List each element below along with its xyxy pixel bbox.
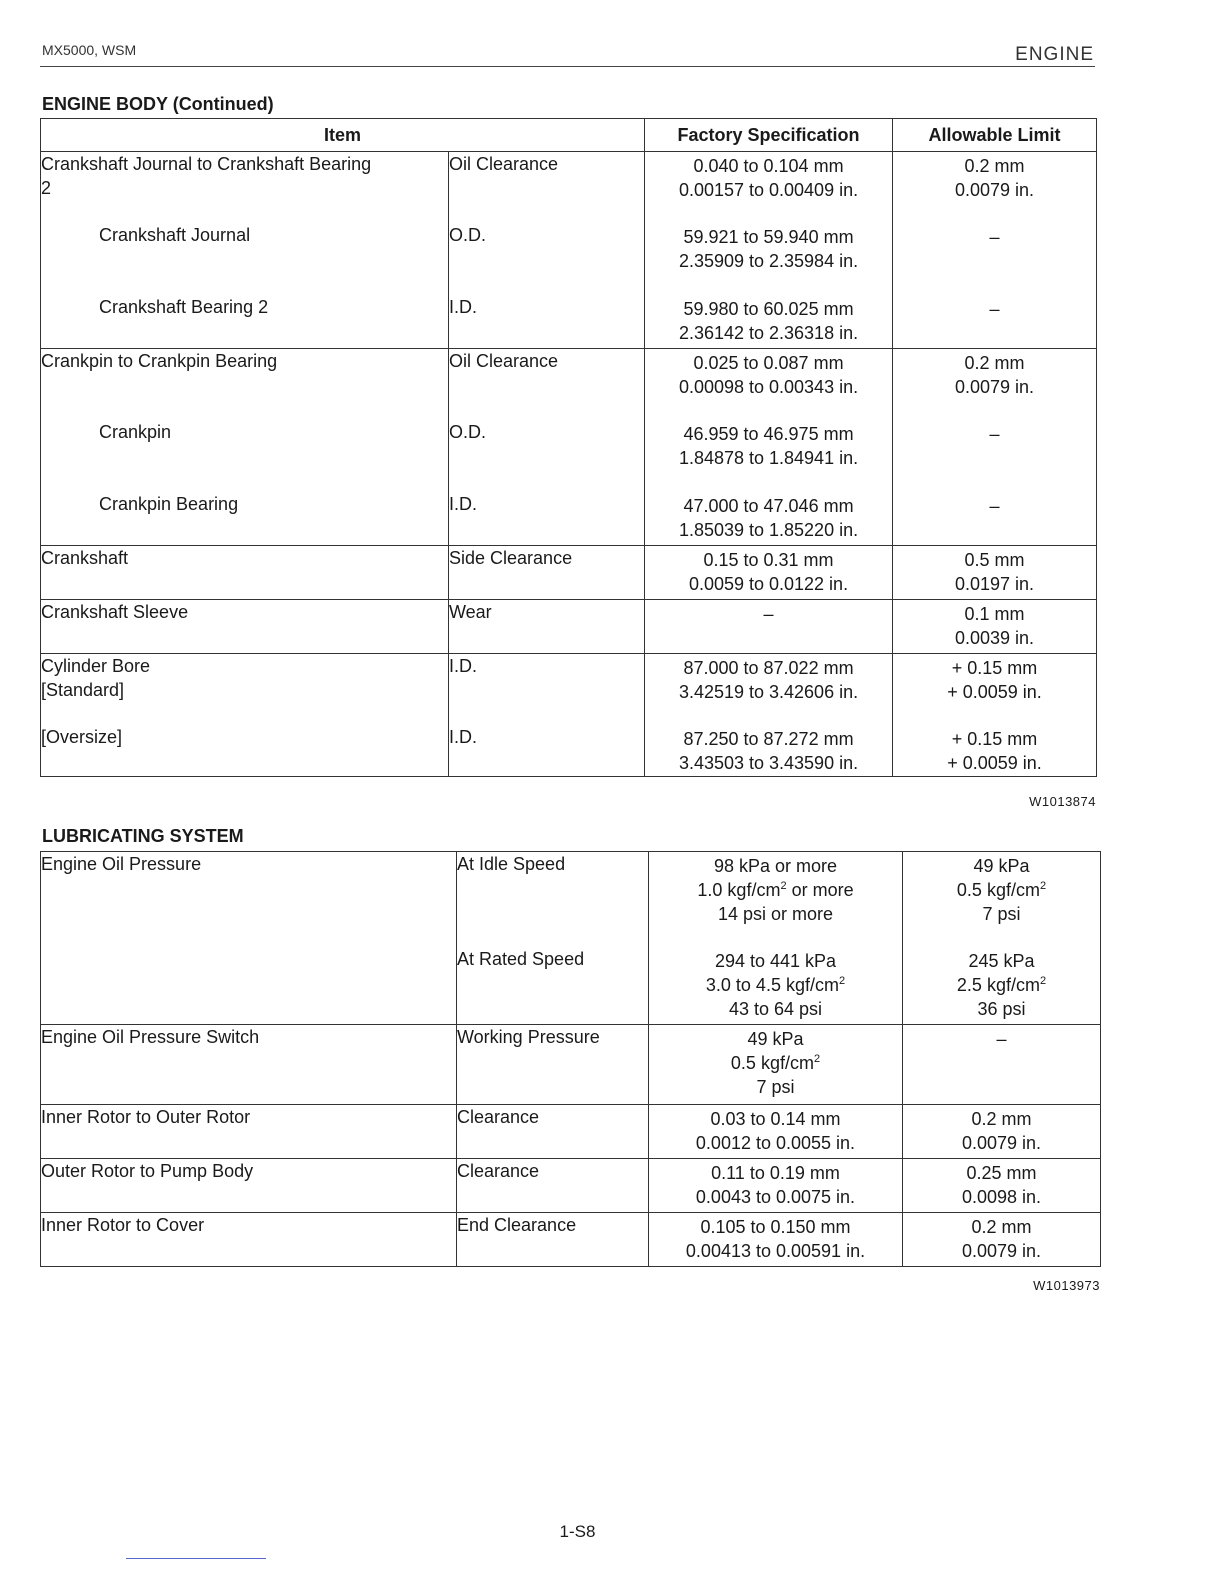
item-label: Crankshaft Sleeve bbox=[41, 602, 189, 622]
spec-value: 0.5 kgf/$cm^2$ bbox=[730, 1053, 821, 1073]
item-label: Inner Rotor to Outer Rotor bbox=[41, 1107, 251, 1127]
spec-value: 46.959 to 46.975 mm bbox=[683, 424, 854, 444]
spec-value: 87.000 to 87.022 mm bbox=[683, 658, 854, 678]
spec-value: 294 to 441 kPa bbox=[714, 951, 837, 971]
sub-item-label: Crankpin Bearing bbox=[99, 494, 239, 514]
page-number: 1-S8 bbox=[559, 1522, 596, 1541]
table-row bbox=[41, 1213, 1101, 1267]
item-label: Outer Rotor to Pump Body bbox=[41, 1161, 254, 1181]
limit-value: 0.1 mm bbox=[964, 604, 1025, 624]
limit-value: + 0.0059 in. bbox=[947, 682, 1042, 702]
spec-value: 0.03 to 0.14 mm bbox=[710, 1109, 841, 1129]
limit-value: 0.0079 in. bbox=[961, 1133, 1042, 1153]
param-cell bbox=[457, 852, 649, 1025]
param-cell bbox=[449, 349, 645, 546]
factory-spec-cell bbox=[645, 152, 893, 349]
limit-cell bbox=[903, 1105, 1101, 1159]
spec-value: 1.85039 to 1.85220 in. bbox=[678, 520, 859, 540]
spec-value: 59.980 to 60.025 mm bbox=[683, 299, 854, 319]
param-label: Oil Clearance bbox=[449, 154, 559, 174]
limit-value: 0.5 mm bbox=[964, 550, 1025, 570]
limit-value: 0.2 mm bbox=[964, 353, 1025, 373]
spec-value: 1.0 kgf/$cm^2$ or more bbox=[697, 880, 854, 900]
item-cell bbox=[41, 349, 449, 546]
header-rule bbox=[40, 66, 1095, 67]
sub-item-label: Crankshaft Journal bbox=[99, 225, 251, 245]
item-cell bbox=[41, 1159, 457, 1213]
spec-value: 43 to 64 psi bbox=[728, 999, 823, 1019]
item-cell bbox=[41, 852, 457, 1025]
spec-value: 7 psi bbox=[756, 1077, 795, 1097]
param-label: I.D. bbox=[449, 727, 478, 747]
table-row bbox=[41, 1105, 1101, 1159]
param-label: At Rated Speed bbox=[457, 949, 585, 969]
param-label: Clearance bbox=[457, 1161, 540, 1181]
spec-value: 0.040 to 0.104 mm bbox=[693, 156, 844, 176]
item-label: Crankshaft Journal to Crankshaft Bearing bbox=[41, 154, 372, 174]
spec-value: 49 kPa bbox=[747, 1029, 804, 1049]
spec-value: 0.00098 to 0.00343 in. bbox=[678, 377, 859, 397]
limit-value: 0.0197 in. bbox=[954, 574, 1035, 594]
limit-value: 0.25 mm bbox=[966, 1163, 1037, 1183]
manual-name: MX5000, WSM bbox=[42, 42, 137, 58]
table-row bbox=[41, 546, 1097, 600]
param-cell bbox=[449, 654, 645, 777]
engine-body-table bbox=[40, 118, 1097, 777]
limit-cell bbox=[903, 1025, 1101, 1105]
limit-value: 0.0079 in. bbox=[954, 377, 1035, 397]
limit-value: 0.0079 in. bbox=[961, 1241, 1042, 1261]
item-label: Engine Oil Pressure Switch bbox=[41, 1027, 260, 1047]
spec-value: 3.0 to 4.5 kgf/$cm^2$ bbox=[705, 975, 846, 995]
engine-body-code: W1013874 bbox=[1029, 794, 1096, 809]
spec-value: 59.921 to 59.940 mm bbox=[683, 227, 854, 247]
spec-value: 0.0043 to 0.0075 in. bbox=[695, 1187, 856, 1207]
item-cell bbox=[41, 654, 449, 777]
param-label: O.D. bbox=[449, 225, 487, 245]
spec-value: 2.36142 to 2.36318 in. bbox=[678, 323, 859, 343]
spec-value: 14 psi or more bbox=[717, 904, 834, 924]
spec-value: 1.84878 to 1.84941 in. bbox=[678, 448, 859, 468]
limit-cell bbox=[903, 1159, 1101, 1213]
item-label: Crankshaft bbox=[41, 548, 129, 568]
spec-value: – bbox=[763, 604, 774, 624]
factory-spec-cell bbox=[649, 1025, 903, 1105]
param-cell bbox=[457, 1159, 649, 1213]
limit-value: 0.2 mm bbox=[971, 1217, 1032, 1237]
param-label: I.D. bbox=[449, 297, 478, 317]
factory-spec-cell bbox=[645, 600, 893, 654]
spec-value: 98 kPa or more bbox=[713, 856, 838, 876]
factory-spec-cell bbox=[649, 1105, 903, 1159]
spec-value: 0.105 to 0.150 mm bbox=[700, 1217, 851, 1237]
limit-value: – bbox=[989, 424, 1000, 444]
limit-value: 7 psi bbox=[982, 904, 1021, 924]
sub-item-label: Crankpin bbox=[99, 422, 172, 442]
limit-value: 2.5 kgf/$cm^2$ bbox=[956, 975, 1047, 995]
param-cell bbox=[457, 1105, 649, 1159]
param-label: O.D. bbox=[449, 422, 487, 442]
param-cell bbox=[449, 600, 645, 654]
factory-spec-cell bbox=[645, 546, 893, 600]
spec-value: 0.11 to 0.19 mm bbox=[711, 1163, 840, 1183]
limit-value: – bbox=[989, 496, 1000, 516]
limit-value: + 0.0059 in. bbox=[947, 753, 1042, 773]
spec-value: 0.00157 to 0.00409 in. bbox=[678, 180, 859, 200]
engine-body-title: ENGINE BODY (Continued) bbox=[42, 94, 274, 114]
param-cell bbox=[457, 1025, 649, 1105]
item-label: Engine Oil Pressure bbox=[41, 854, 202, 874]
param-label: Clearance bbox=[457, 1107, 540, 1127]
table-header-row bbox=[41, 119, 1097, 152]
table-row bbox=[41, 852, 1101, 1025]
item-cell bbox=[41, 546, 449, 600]
limit-cell bbox=[893, 546, 1097, 600]
param-label: At Idle Speed bbox=[457, 854, 566, 874]
lubricating-code: W1013973 bbox=[1033, 1278, 1100, 1293]
limit-cell bbox=[893, 654, 1097, 777]
limit-value: 0.2 mm bbox=[964, 156, 1025, 176]
limit-cell bbox=[893, 152, 1097, 349]
sub-item-label: Crankshaft Bearing 2 bbox=[99, 297, 269, 317]
limit-value: 0.0079 in. bbox=[954, 180, 1035, 200]
item-cell bbox=[41, 1213, 457, 1267]
table-row bbox=[41, 654, 1097, 777]
factory-spec-cell bbox=[649, 1213, 903, 1267]
param-label: I.D. bbox=[449, 656, 478, 676]
limit-cell bbox=[903, 852, 1101, 1025]
spec-value: 0.025 to 0.087 mm bbox=[693, 353, 844, 373]
limit-value: 245 kPa bbox=[968, 951, 1035, 971]
limit-value: 0.2 mm bbox=[971, 1109, 1032, 1129]
limit-cell bbox=[903, 1213, 1101, 1267]
limit-value: 0.0098 in. bbox=[961, 1187, 1042, 1207]
limit-value: – bbox=[996, 1029, 1007, 1049]
param-cell bbox=[457, 1213, 649, 1267]
limit-value: – bbox=[989, 299, 1000, 319]
param-cell bbox=[449, 152, 645, 349]
spec-value: 0.00413 to 0.00591 in. bbox=[685, 1241, 866, 1261]
table-row bbox=[41, 600, 1097, 654]
item-label: 2 bbox=[41, 178, 52, 198]
item-label: [Oversize] bbox=[41, 727, 123, 747]
factory-spec-cell bbox=[649, 1159, 903, 1213]
col-header-limit: Allowable Limit bbox=[893, 119, 1097, 152]
item-cell bbox=[41, 152, 449, 349]
limit-value: – bbox=[989, 227, 1000, 247]
spec-value: 2.35909 to 2.35984 in. bbox=[678, 251, 859, 271]
param-cell bbox=[449, 546, 645, 600]
param-label: End Clearance bbox=[457, 1215, 577, 1235]
param-label: Wear bbox=[449, 602, 492, 622]
spec-value: 47.000 to 47.046 mm bbox=[683, 496, 854, 516]
item-cell bbox=[41, 1025, 457, 1105]
limit-value: 0.0039 in. bbox=[954, 628, 1035, 648]
col-header-factory: Factory Specification bbox=[645, 119, 893, 152]
item-label: Inner Rotor to Cover bbox=[41, 1215, 205, 1235]
limit-cell bbox=[893, 600, 1097, 654]
spec-value: 87.250 to 87.272 mm bbox=[683, 729, 854, 749]
factory-spec-cell bbox=[645, 654, 893, 777]
limit-cell bbox=[893, 349, 1097, 546]
limit-value: 36 psi bbox=[977, 999, 1026, 1019]
param-label: I.D. bbox=[449, 494, 478, 514]
limit-value: + 0.15 mm bbox=[951, 729, 1038, 749]
spec-value: 0.0059 to 0.0122 in. bbox=[688, 574, 849, 594]
factory-spec-cell bbox=[645, 349, 893, 546]
item-cell bbox=[41, 1105, 457, 1159]
table-row bbox=[41, 152, 1097, 349]
table-row bbox=[41, 1025, 1101, 1105]
spec-value: 3.42519 to 3.42606 in. bbox=[678, 682, 859, 702]
limit-value: + 0.15 mm bbox=[951, 658, 1038, 678]
limit-value: 0.5 kgf/$cm^2$ bbox=[956, 880, 1047, 900]
item-label: Cylinder Bore bbox=[41, 656, 151, 676]
col-header-item: Item bbox=[41, 119, 645, 152]
item-label: Crankpin to Crankpin Bearing bbox=[41, 351, 278, 371]
lubricating-title: LUBRICATING SYSTEM bbox=[42, 826, 244, 846]
spec-value: 0.15 to 0.31 mm bbox=[703, 550, 834, 570]
param-label: Working Pressure bbox=[457, 1027, 600, 1047]
footer-rule bbox=[126, 1558, 266, 1559]
param-label: Oil Clearance bbox=[449, 351, 559, 371]
limit-value: 49 kPa bbox=[973, 856, 1030, 876]
item-label: [Standard] bbox=[41, 680, 125, 700]
spec-value: 0.0012 to 0.0055 in. bbox=[695, 1133, 856, 1153]
table-row bbox=[41, 1159, 1101, 1213]
item-cell bbox=[41, 600, 449, 654]
chapter-title: ENGINE bbox=[1015, 44, 1094, 65]
param-label: Side Clearance bbox=[449, 548, 573, 568]
table-row bbox=[41, 349, 1097, 546]
spec-value: 3.43503 to 3.43590 in. bbox=[678, 753, 859, 773]
lubricating-table bbox=[40, 851, 1101, 1267]
factory-spec-cell bbox=[649, 852, 903, 1025]
